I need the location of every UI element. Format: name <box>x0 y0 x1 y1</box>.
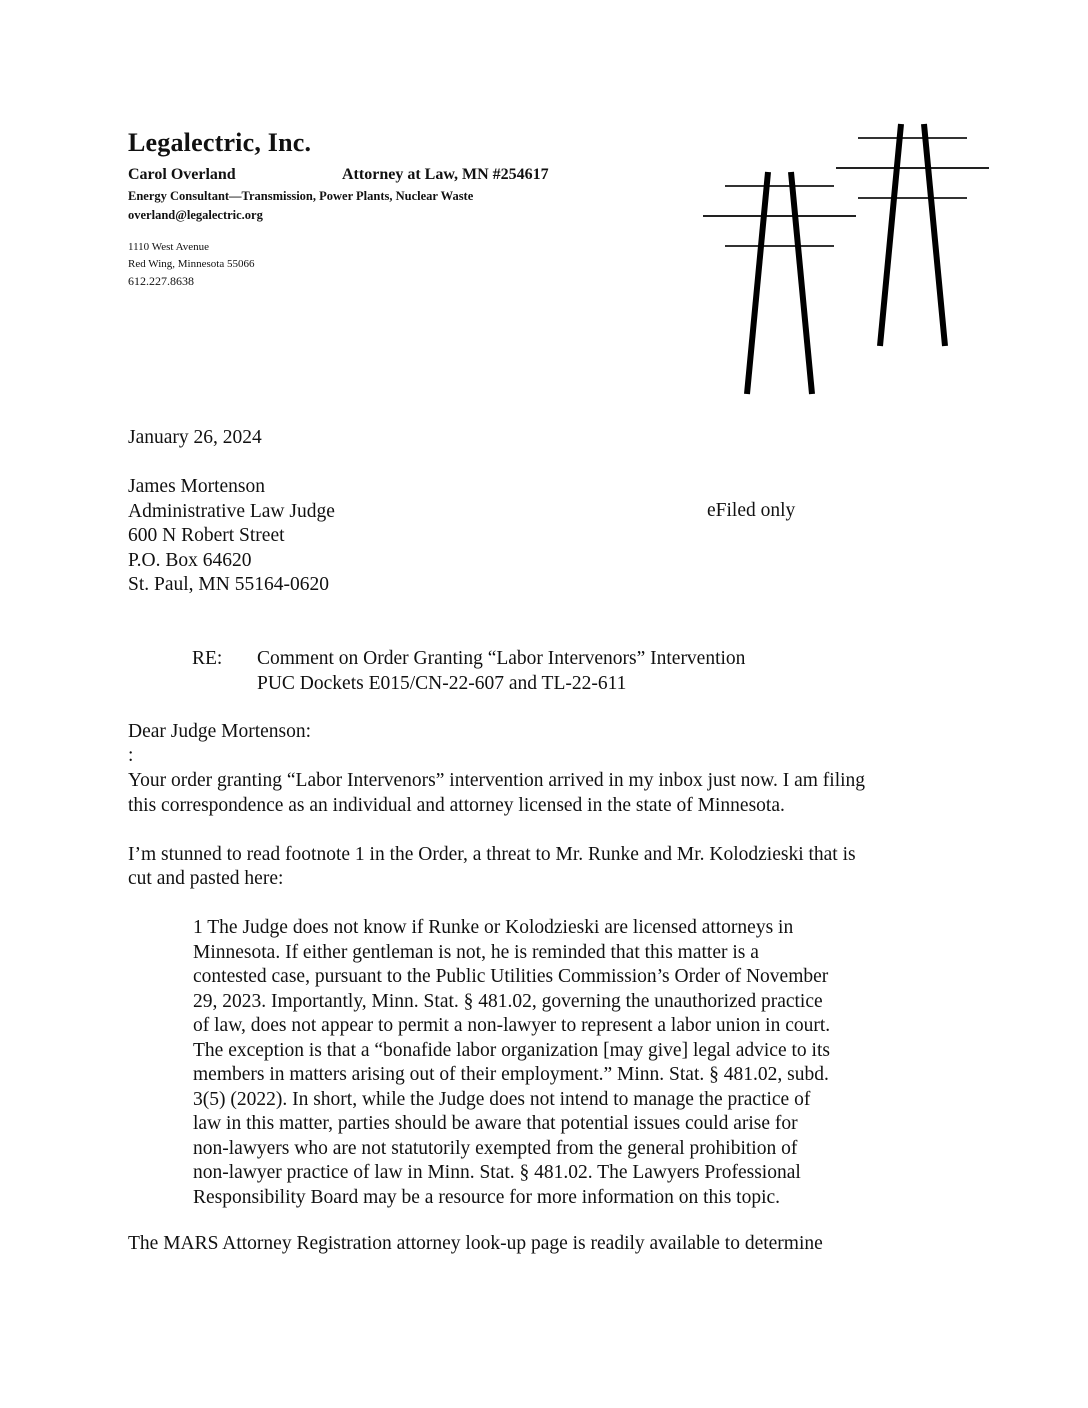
firm-name: Legalectric, Inc. <box>128 128 312 157</box>
recipient-street: 600 N Robert Street <box>128 525 285 546</box>
re-subject-line: Comment on Order Granting “Labor Intervenors” Intervention <box>257 648 746 669</box>
recipient-address-block <box>128 475 335 598</box>
consultant-line: Energy Consultant—Transmission, Power Plants, Nuclear Waste <box>128 189 474 203</box>
quoted-footnote <box>193 916 830 1210</box>
right-tower-leg-left <box>880 124 901 346</box>
right-tower <box>836 124 989 346</box>
letter-date: January 26, 2024 <box>128 427 262 448</box>
letterhead-address-line1: 1110 West Avenue <box>128 241 209 253</box>
letterhead-phone: 612.227.8638 <box>128 274 194 288</box>
re-docket-line: PUC Dockets E015/CN-22-607 and TL-22-611 <box>257 673 627 694</box>
quote-line: 1 The Judge does not know if Runke or Kolodzieski are licensed attorneys in <box>193 917 794 938</box>
quote-line: of law, does not appear to permit a non-lawyer to represent a labor union in court. <box>193 1015 831 1036</box>
quote-line: law in this matter, parties should be aware that potential issues could arise for <box>193 1113 798 1134</box>
letterhead-address-line2: Red Wing, Minnesota 55066 <box>128 258 255 270</box>
delivery-note: eFiled only <box>707 500 796 521</box>
right-tower-leg-right <box>924 124 945 346</box>
left-tower <box>703 172 856 394</box>
re-label: RE: <box>192 648 223 669</box>
paragraph-1-line-2: this correspondence as an individual and attorney licensed in the state of Minnesota. <box>128 795 785 816</box>
paragraph-2-line-1: I’m stunned to read footnote 1 in the Order, a threat to Mr. Runke and Mr. Kolodzieski that is <box>128 844 856 865</box>
recipient-city-state-zip: St. Paul, MN 55164-0620 <box>128 574 329 595</box>
recipient-name: James Mortenson <box>128 476 266 497</box>
quote-line: Responsibility Board may be a resource for more information on this topic. <box>193 1186 781 1208</box>
quote-line: non-lawyer practice of law in Minn. Stat. § 481.02. The Lawyers Professional <box>193 1162 801 1183</box>
quote-line: 29, 2023. Importantly, Minn. Stat. § 481.02, governing the unauthorized practice <box>193 990 823 1012</box>
attorney-title: Attorney at Law, MN #254617 <box>342 166 549 183</box>
paragraph-1-line-1: Your order granting “Labor Intervenors” intervention arrived in my inbox just now. I am filing <box>128 770 866 791</box>
quote-line: Minnesota. If either gentleman is not, he is reminded that this matter is a <box>193 941 759 963</box>
letterhead-email: overland@legalectric.org <box>128 208 263 222</box>
paragraph-3: The MARS Attorney Registration attorney look-up page is readily available to determine <box>128 1233 823 1254</box>
recipient-title: Administrative Law Judge <box>128 500 335 522</box>
salutation: Dear Judge Mortenson: <box>128 721 312 742</box>
quote-line: contested case, pursuant to the Public Utilities Commission’s Order of November <box>193 966 829 987</box>
attorney-name: Carol Overland <box>128 166 236 183</box>
quote-line: members in matters arising out of their employment.” Minn. Stat. § 481.02, subd. <box>193 1064 829 1085</box>
recipient-po-box: P.O. Box 64620 <box>128 549 252 571</box>
left-tower-leg-right <box>791 172 812 394</box>
quote-line: The exception is that a “bonafide labor organization [may give] legal advice to its <box>193 1039 830 1061</box>
left-tower-leg-left <box>747 172 768 394</box>
stray-colon: : <box>128 745 134 766</box>
quote-line: 3(5) (2022). In short, while the Judge does not intend to manage the practice of <box>193 1088 811 1110</box>
paragraph-2-line-2: cut and pasted here: <box>128 868 284 889</box>
quote-line: non-lawyers who are not statutorily exempted from the general prohibition of <box>193 1137 798 1159</box>
